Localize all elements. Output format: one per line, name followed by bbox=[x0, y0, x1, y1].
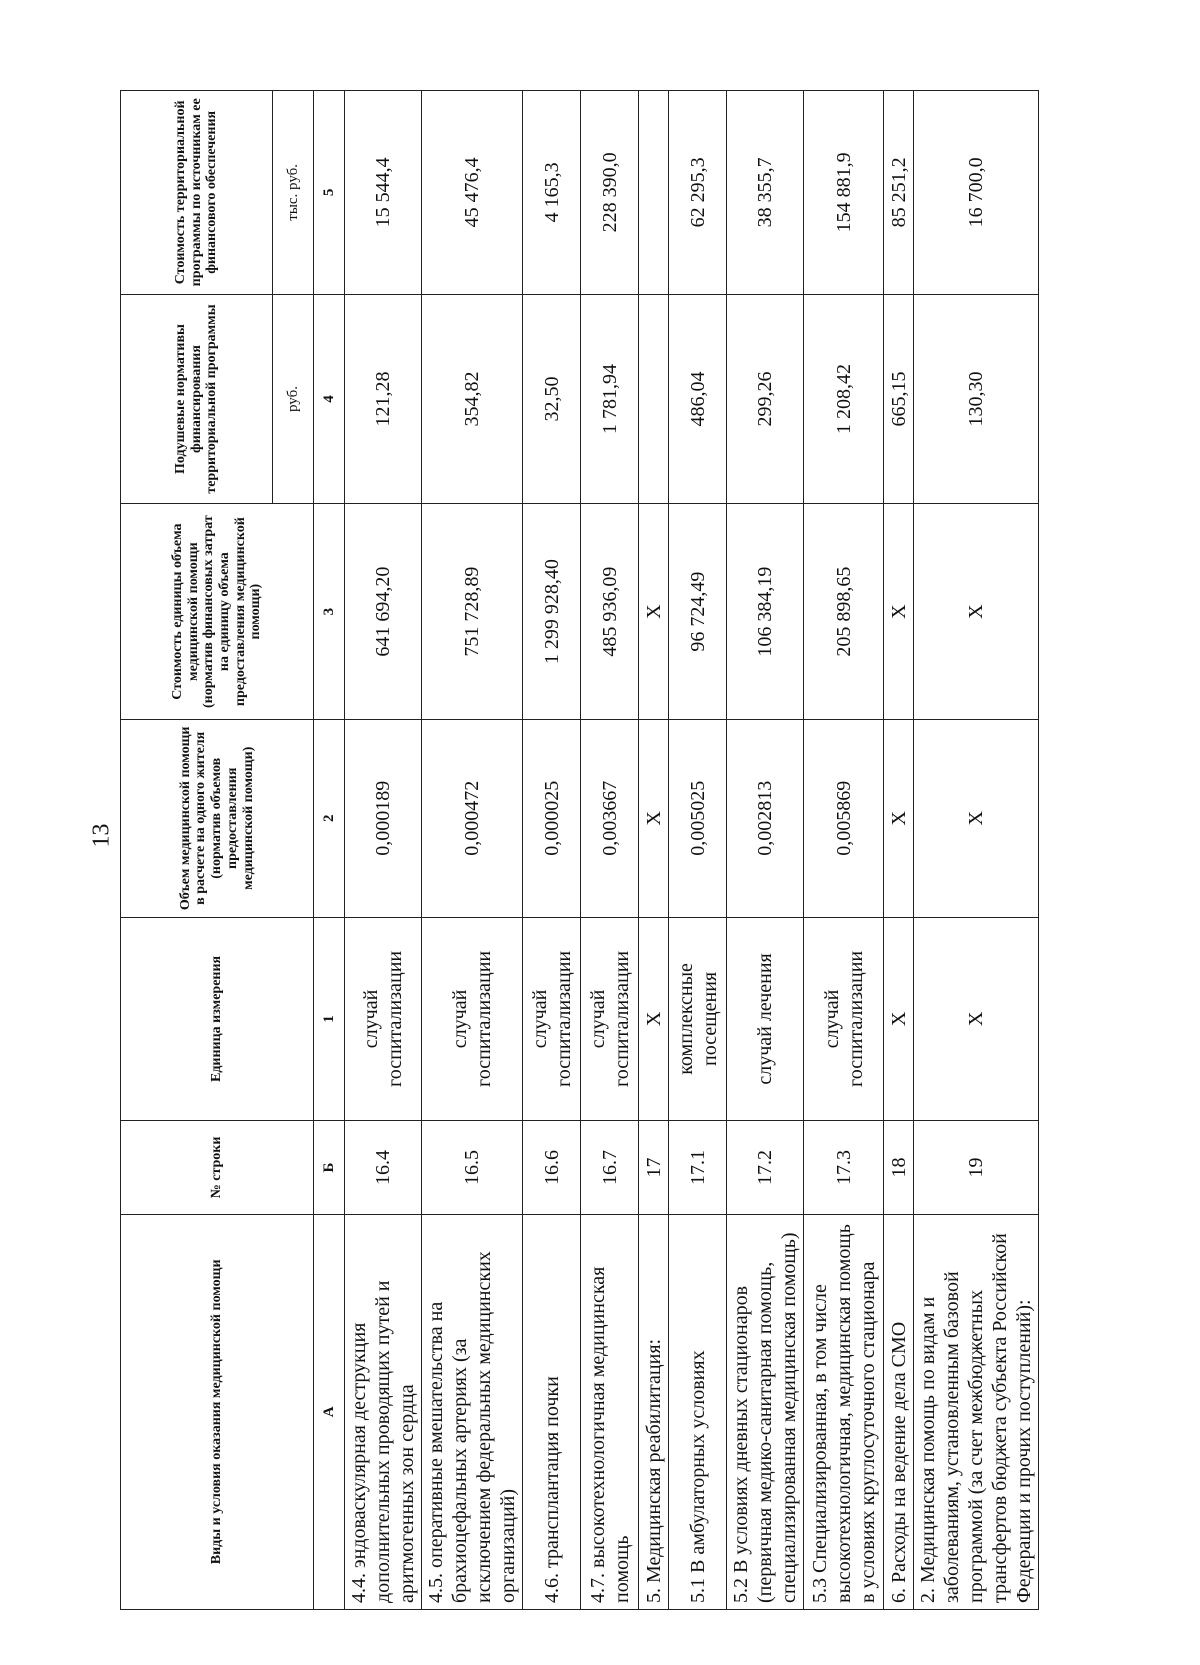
table-row bbox=[804, 91, 884, 1610]
row-volume: 0,000472 bbox=[422, 719, 523, 917]
row-volume: 0,002813 bbox=[727, 719, 804, 917]
table-row bbox=[422, 91, 523, 1610]
row-number: 16.5 bbox=[422, 1121, 523, 1214]
row-name: 5.3 Специализированная, в том числе высокотехнологичная, медицинская помощь в условиях круглосуточного стационара bbox=[804, 1214, 884, 1609]
row-unit-cost: Х bbox=[884, 504, 914, 720]
row-number: 16.7 bbox=[581, 1121, 639, 1214]
row-per-capita bbox=[639, 294, 669, 504]
row-per-capita: 130,30 bbox=[914, 294, 1039, 504]
table-row bbox=[345, 91, 422, 1610]
row-total: 45 476,4 bbox=[422, 91, 523, 295]
rotated-table-container bbox=[120, 90, 1035, 1610]
row-number: 16.4 bbox=[345, 1121, 422, 1214]
row-per-capita: 299,26 bbox=[727, 294, 804, 504]
row-name: 2. Медицинская помощь по видам и заболеваниям, установленным базовой программой (за счет межбюджетных трансфертов бюджета субъекта Российской Федерации и прочих поступлений): bbox=[914, 1214, 1039, 1609]
row-name: 4.6. трансплантация почки bbox=[523, 1214, 581, 1609]
row-number: 17.3 bbox=[804, 1121, 884, 1214]
row-unit: случай госпитализации bbox=[804, 917, 884, 1121]
row-volume: Х bbox=[884, 719, 914, 917]
row-unit: случай госпитализации bbox=[345, 917, 422, 1121]
row-unit-cost: 641 694,20 bbox=[345, 504, 422, 720]
row-volume: Х bbox=[639, 719, 669, 917]
row-per-capita: 486,04 bbox=[669, 294, 727, 504]
row-unit: случай госпитализации bbox=[581, 917, 639, 1121]
row-unit-cost: 96 724,49 bbox=[669, 504, 727, 720]
row-volume: 0,000025 bbox=[523, 719, 581, 917]
header-volume: Объем медицинской помощи в расчете на одного жителя (норматив объемов предоставления медицинской помощи) bbox=[121, 719, 314, 917]
index-cell: А bbox=[314, 1214, 345, 1609]
row-name: 4.4. эндоваскулярная деструкция дополнительных проводящих путей и аритмогенных зон сердца bbox=[345, 1214, 422, 1609]
row-name: 6. Расходы на ведение дела СМО bbox=[884, 1214, 914, 1609]
table-row bbox=[581, 91, 639, 1610]
row-unit: Х bbox=[884, 917, 914, 1121]
row-volume: 0,000189 bbox=[345, 719, 422, 917]
row-unit-cost: 1 299 928,40 bbox=[523, 504, 581, 720]
row-per-capita: 1 208,42 bbox=[804, 294, 884, 504]
table-row bbox=[523, 91, 581, 1610]
row-volume: 0,003667 bbox=[581, 719, 639, 917]
table-row bbox=[669, 91, 727, 1610]
row-total: 85 251,2 bbox=[884, 91, 914, 295]
row-name: 5. Медицинская реабилитация: bbox=[639, 1214, 669, 1609]
row-number: 17.2 bbox=[727, 1121, 804, 1214]
row-per-capita: 1 781,94 bbox=[581, 294, 639, 504]
row-volume: 0,005025 bbox=[669, 719, 727, 917]
row-unit: случай лечения bbox=[727, 917, 804, 1121]
header-unit: Единица измерения bbox=[121, 917, 314, 1121]
row-total: 4 165,3 bbox=[523, 91, 581, 295]
index-cell: 4 bbox=[314, 294, 345, 504]
row-name: 4.5. оперативные вмешательства на брахиоцефальных артериях (за исключением федеральных медицинских организаций) bbox=[422, 1214, 523, 1609]
row-total: 16 700,0 bbox=[914, 91, 1039, 295]
row-name: 5.2 В условиях дневных стационаров (первичная медико-санитарная помощь, специализированная медицинская помощь) bbox=[727, 1214, 804, 1609]
row-name: 5.1 В амбулаторных условиях bbox=[669, 1214, 727, 1609]
row-unit-cost: Х bbox=[639, 504, 669, 720]
row-unit: случай госпитализации bbox=[422, 917, 523, 1121]
index-cell: 3 bbox=[314, 504, 345, 720]
medical-care-table bbox=[120, 90, 1039, 1610]
row-volume: 0,005869 bbox=[804, 719, 884, 917]
row-number: 19 bbox=[914, 1121, 1039, 1214]
header-total-cost: Стоимость территориальной программы по источникам ее финансового обеспечения bbox=[121, 91, 273, 295]
row-unit-cost: Х bbox=[914, 504, 1039, 720]
row-total: 62 295,3 bbox=[669, 91, 727, 295]
row-volume: Х bbox=[914, 719, 1039, 917]
index-cell: 1 bbox=[314, 917, 345, 1121]
row-unit-cost: 751 728,89 bbox=[422, 504, 523, 720]
row-unit: комплексные посещения bbox=[669, 917, 727, 1121]
table-row bbox=[914, 91, 1039, 1610]
header-total-cost-unit: тыс. руб. bbox=[273, 91, 314, 295]
row-per-capita: 32,50 bbox=[523, 294, 581, 504]
index-cell: Б bbox=[314, 1121, 345, 1214]
row-unit-cost: 205 898,65 bbox=[804, 504, 884, 720]
table-row bbox=[727, 91, 804, 1610]
row-name: 4.7. высокотехнологичная медицинская помощь bbox=[581, 1214, 639, 1609]
header-per-capita-unit: руб. bbox=[273, 294, 314, 504]
row-number: 16.6 bbox=[523, 1121, 581, 1214]
row-number: 17 bbox=[639, 1121, 669, 1214]
row-per-capita: 354,82 bbox=[422, 294, 523, 504]
row-unit: случай госпитализации bbox=[523, 917, 581, 1121]
header-row-no: № строки bbox=[121, 1121, 314, 1214]
header-unit-cost: Стоимость единицы объема медицинской помощи (норматив финансовых затрат на единицу объема предоставления медицинской помощи) bbox=[121, 504, 314, 720]
row-unit: Х bbox=[914, 917, 1039, 1121]
row-unit: Х bbox=[639, 917, 669, 1121]
row-total: 154 881,9 bbox=[804, 91, 884, 295]
row-per-capita: 665,15 bbox=[884, 294, 914, 504]
row-total: 15 544,4 bbox=[345, 91, 422, 295]
row-total: 228 390,0 bbox=[581, 91, 639, 295]
row-number: 18 bbox=[884, 1121, 914, 1214]
row-per-capita: 121,28 bbox=[345, 294, 422, 504]
table-row bbox=[884, 91, 914, 1610]
header-type: Виды и условия оказания медицинской помощи bbox=[121, 1214, 314, 1609]
index-cell: 2 bbox=[314, 719, 345, 917]
row-number: 17.1 bbox=[669, 1121, 727, 1214]
row-total: 38 355,7 bbox=[727, 91, 804, 295]
row-unit-cost: 106 384,19 bbox=[727, 504, 804, 720]
page-number: 13 bbox=[88, 823, 115, 848]
header-per-capita: Подушевые нормативы финансирования территориальной программы bbox=[121, 294, 273, 504]
index-cell: 5 bbox=[314, 91, 345, 295]
table-row bbox=[639, 91, 669, 1610]
row-total bbox=[639, 91, 669, 295]
row-unit-cost: 485 936,09 bbox=[581, 504, 639, 720]
